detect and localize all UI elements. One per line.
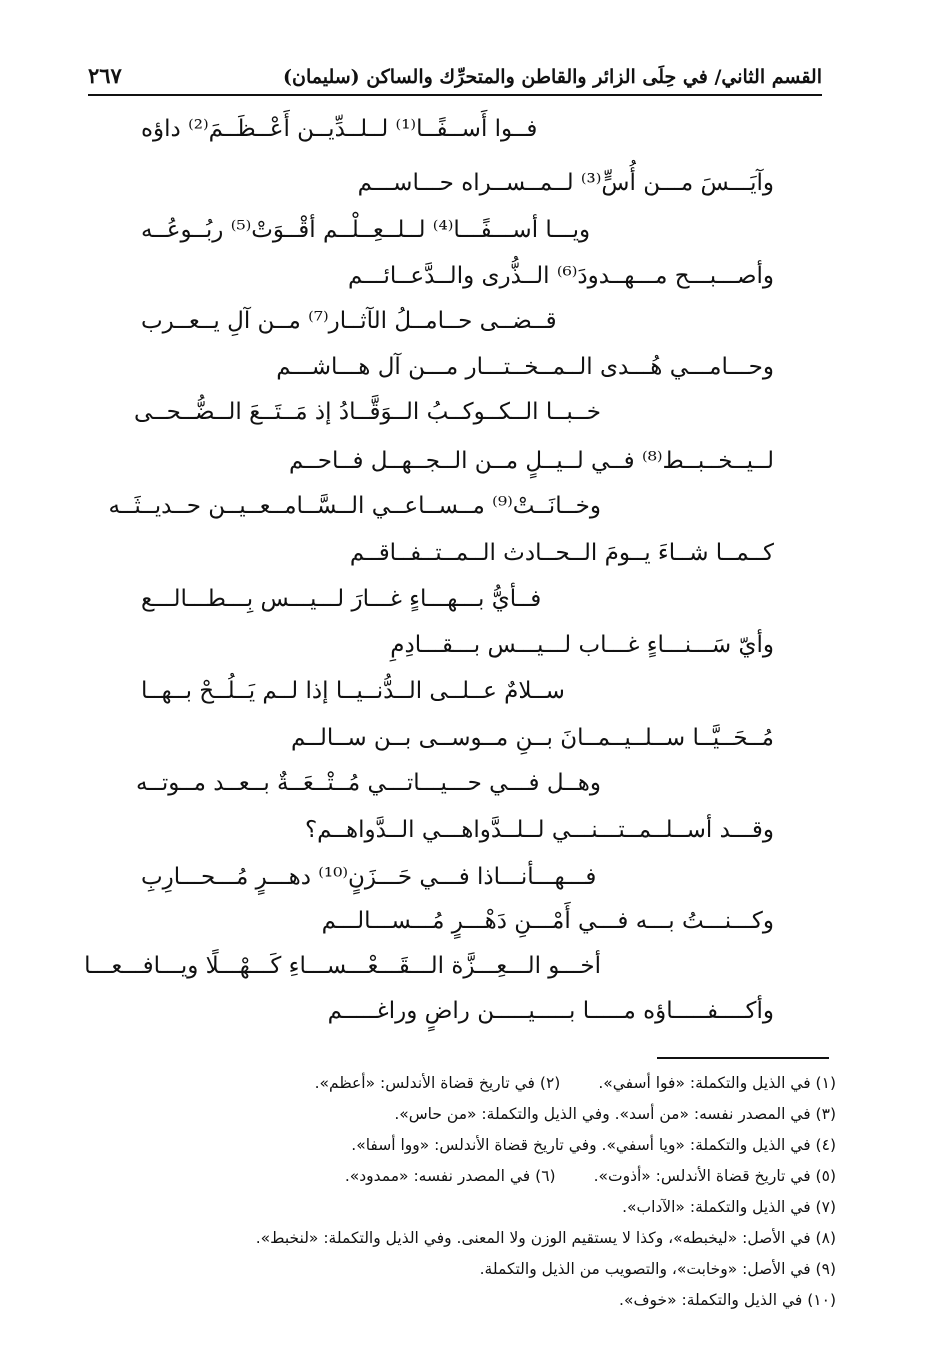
verse-line: وكـــنـــتُ بـــه فـــي أَمْـــنِ دَهْـــرٍ مُـــســـالـــم xyxy=(321,908,774,934)
footnote-text: (٣) في المصدر نفسه: «من أسد». وفي الذيل والتكملة: «من حاس». xyxy=(394,1105,836,1123)
footnote xyxy=(619,1293,836,1309)
verse-line: وآيَـــسَ مـــن أُسٍّ⁽³⁾ لــمــســراه حـــاســـم xyxy=(357,170,774,196)
verse-line: وأيّ سَـــنـــاءٍ غـــاب لـــيـــس بـــقـــادِمِ xyxy=(390,632,774,658)
footnote-text: (٤) في الذيل والتكملة: «ويا أسفي». وفي تاريخ قضاة الأندلس: «ووا أسفا». xyxy=(351,1136,836,1154)
verse-line: وهــل فـــي حـــيـــاتـــي مُــتْــعَــةٌ بــعــد مــوتــه xyxy=(136,770,601,796)
verse-line: أخـــو الـــعِـــزَّة الـــقَـــعْـــســـاءِ كَـــهْـــلًا ويـــافـــعـــا xyxy=(84,953,601,979)
verse-line: كــمــا شــاءَ يــومَ الــحــادث الــمــتــفــاقــم xyxy=(349,540,774,566)
footnote-text: (٧) في الذيل والتكملة: «الآداب». xyxy=(622,1198,836,1216)
footnote-text: (١) في الذيل والتكملة: «فوا أسفي». xyxy=(598,1074,836,1092)
verse-line: وقـــد أســلــمــتـــنـــي لــلــدَّواهـــي الــدَّواهــم؟ xyxy=(304,817,774,843)
verse-line: وأصـــبـــح مـــهــدودَ⁽⁶⁾ الــذُّرى والــدَّعــائـــم xyxy=(348,263,774,289)
verse-line: ويـــا أســـفًـــا⁽⁴⁾ لــلــعِــلْــم أقْــوَتْ⁽⁵⁾ ربُــوعُــه xyxy=(141,217,591,243)
page-number: ٢٦٧ xyxy=(88,63,122,88)
footnote-separator xyxy=(657,1057,829,1059)
footnote-text: (١٠) في الذيل والتكملة: «خوف». xyxy=(619,1291,836,1309)
verse-line: ســلامٌ عــلــى الــدُّنــيــا إذا لــم يَــلُــحْ بــهــا xyxy=(141,678,565,704)
verse-line: لــيــخــبــط⁽⁸⁾ فــي لــيــلٍ مــن الــجــهــل فــاحــم xyxy=(288,448,774,474)
running-header xyxy=(88,58,822,96)
verse-line: قــضــى حــامــلُ الآثــار⁽⁷⁾ مــن آلِ يــعــرب xyxy=(141,308,557,334)
verse-line: فــأيُّ بـــهـــاءٍ غـــارَ لـــيـــس بِـــطـــالـــع xyxy=(141,586,542,612)
footnote xyxy=(315,1076,836,1092)
footnote-text: (٦) في المصدر نفسه: «ممدود». xyxy=(344,1167,556,1185)
footnote xyxy=(345,1169,836,1185)
footnote-text: (٩) في الأصل: «وخابت»، والتصويب من الذيل والتكملة. xyxy=(479,1260,836,1278)
verse-line: خــبــا الــكــوكــبُ الــوَقَّــادُ إذ مَــتَــعَ الــضُّــحــى xyxy=(134,399,601,425)
verse-line: وحـــامـــي هُـــدى الــمــخــتـــار مـــن آل هـــاشـــم xyxy=(276,354,774,380)
verse-line: وخــانَــتْ⁽⁹⁾ مــســاعــي الــسَّــامــعــيــن حــديــثَــه xyxy=(108,493,601,519)
footnote xyxy=(256,1231,836,1247)
footnote xyxy=(394,1107,836,1123)
footnote xyxy=(480,1262,836,1278)
footnote-text: (٥) في تاريخ قضاة الأندلس: «أذوت». xyxy=(593,1167,836,1185)
verse-line: فــوا أَســفًــا⁽¹⁾ لــلــدِّيــن أَعْــظَــمَ⁽²⁾ داؤه xyxy=(141,116,538,142)
verse-line: وأكــــفـــــاؤه مـــــا بـــــيـــــن راضٍ وراغـــــم xyxy=(327,998,774,1024)
verse-line: مُــحَــيَّــا ســلــيــمــانَ بــنِ مــوســى بــن ســالــم xyxy=(291,725,774,751)
footnote xyxy=(622,1200,836,1216)
footnote xyxy=(351,1138,836,1154)
header-title: القسم الثاني/ في حِلَى الزائر والقاطن والمتحرِّك والساكن (سليمان) xyxy=(283,66,822,88)
footnote-text: (٢) في تاريخ قضاة الأندلس: «أعظم». xyxy=(314,1074,561,1092)
footnote-text: (٨) في الأصل: «ليخبطه»، وكذا لا يستقيم الوزن ولا المعنى. وفي الذيل والتكملة: «لنخبط». xyxy=(255,1229,836,1247)
verse-line: فـــهـــأنـــاذا فـــي حَـــزَنٍ⁽¹⁰⁾ دهـــرٍ مُـــحـــارِبِ xyxy=(141,864,597,890)
